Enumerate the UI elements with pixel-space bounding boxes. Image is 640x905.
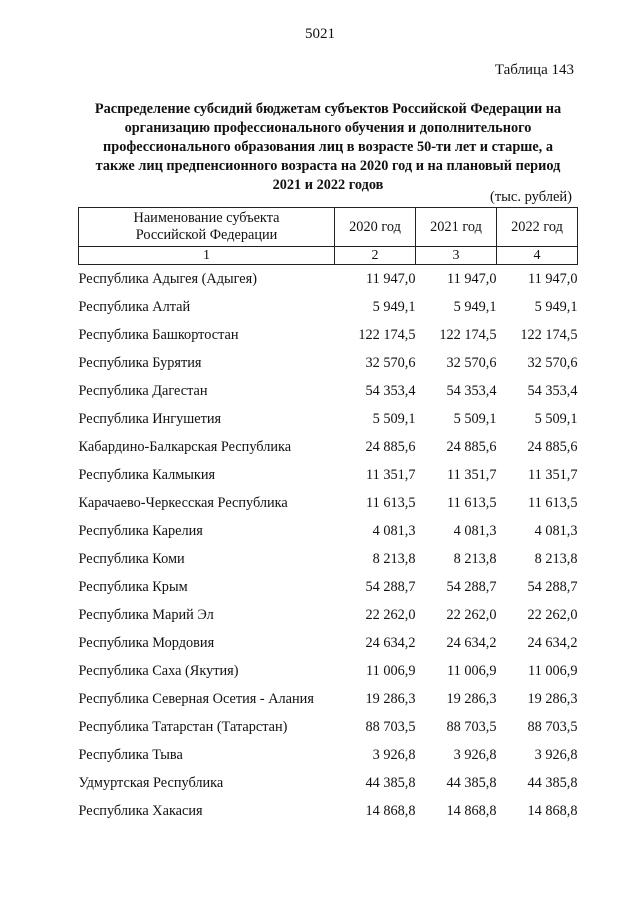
value-2022-cell: 3 926,8 xyxy=(534,746,578,763)
subject-name-cell: Республика Саха (Якутия) xyxy=(78,662,239,679)
value-2022-cell: 5 509,1 xyxy=(534,410,578,427)
value-2020-cell: 32 570,6 xyxy=(365,354,416,371)
title-line: также лиц предпенсионного возраста на 2020 год и на плановый период xyxy=(95,158,561,174)
value-2020-cell: 14 868,8 xyxy=(365,802,416,819)
value-2020-cell: 5 949,1 xyxy=(372,298,416,315)
table-row xyxy=(79,741,578,769)
value-2021-cell: 11 351,7 xyxy=(446,466,497,483)
column-number: 3 xyxy=(416,247,497,265)
table-row xyxy=(79,293,578,321)
header-subject-line: Российской Федерации xyxy=(135,227,278,243)
value-2021-cell: 8 213,8 xyxy=(453,550,497,567)
value-2020-cell: 8 213,8 xyxy=(372,550,416,567)
title-line: профессионального образования лиц в возрасте 50-ти лет и старше, а xyxy=(103,139,553,155)
value-2022-cell: 14 868,8 xyxy=(527,802,578,819)
subsidy-table xyxy=(78,207,578,825)
value-2020-cell: 44 385,8 xyxy=(365,774,416,791)
value-2022-cell: 24 634,2 xyxy=(527,634,578,651)
table-row xyxy=(79,517,578,545)
value-2021-cell: 3 926,8 xyxy=(453,746,497,763)
value-2020-cell: 11 613,5 xyxy=(365,494,416,511)
value-2021-cell: 19 286,3 xyxy=(446,690,497,707)
value-2020-cell: 88 703,5 xyxy=(365,718,416,735)
table-body xyxy=(79,265,578,826)
value-2020-cell: 24 885,6 xyxy=(365,438,416,455)
table-row xyxy=(79,461,578,489)
table-row xyxy=(79,349,578,377)
title-line: организацию профессионального обучения и дополнительного xyxy=(124,120,532,136)
subject-name-cell: Республика Крым xyxy=(78,578,188,595)
table-row xyxy=(79,321,578,349)
value-2022-cell: 122 174,5 xyxy=(520,326,578,343)
subject-name-cell: Республика Мордовия xyxy=(78,634,215,651)
table-header-row xyxy=(79,208,578,247)
value-2020-cell: 3 926,8 xyxy=(372,746,416,763)
value-2021-cell: 54 288,7 xyxy=(446,578,497,595)
header-year-2021: 2021 год xyxy=(416,208,497,247)
column-number-row xyxy=(79,247,578,265)
subject-name-cell: Республика Северная Осетия - Алания xyxy=(78,690,314,707)
value-2020-cell: 24 634,2 xyxy=(365,634,416,651)
subject-name-cell: Республика Тыва xyxy=(78,746,183,763)
table-row xyxy=(79,713,578,741)
value-2020-cell: 122 174,5 xyxy=(358,326,416,343)
subject-name-cell: Республика Алтай xyxy=(78,298,191,315)
table-label: Таблица 143 xyxy=(494,62,574,78)
subject-name-cell: Республика Бурятия xyxy=(78,354,202,371)
table-row xyxy=(79,769,578,797)
value-2022-cell: 19 286,3 xyxy=(527,690,578,707)
value-2022-cell: 24 885,6 xyxy=(527,438,578,455)
value-2020-cell: 11 947,0 xyxy=(365,270,416,287)
table-row xyxy=(79,601,578,629)
header-subject-name xyxy=(79,208,335,247)
column-number: 2 xyxy=(335,247,416,265)
subject-name-cell: Карачаево-Черкесская Республика xyxy=(78,494,288,511)
subject-name-cell: Республика Хакасия xyxy=(78,802,203,819)
subject-name-cell: Кабардино-Балкарская Республика xyxy=(78,438,292,455)
value-2022-cell: 54 288,7 xyxy=(527,578,578,595)
value-2020-cell: 11 351,7 xyxy=(365,466,416,483)
value-2021-cell: 32 570,6 xyxy=(446,354,497,371)
value-2022-cell: 5 949,1 xyxy=(534,298,578,315)
value-2021-cell: 88 703,5 xyxy=(446,718,497,735)
units-label: (тыс. рублей) xyxy=(490,189,572,205)
value-2021-cell: 5 509,1 xyxy=(453,410,497,427)
subject-name-cell: Республика Башкортостан xyxy=(78,326,239,343)
value-2021-cell: 24 885,6 xyxy=(446,438,497,455)
value-2020-cell: 19 286,3 xyxy=(365,690,416,707)
value-2022-cell: 11 351,7 xyxy=(527,466,578,483)
subject-name-cell: Республика Адыгея (Адыгея) xyxy=(78,270,257,287)
table-row xyxy=(79,545,578,573)
table-row xyxy=(79,405,578,433)
value-2020-cell: 4 081,3 xyxy=(372,522,416,539)
value-2021-cell: 14 868,8 xyxy=(446,802,497,819)
value-2020-cell: 22 262,0 xyxy=(365,606,416,623)
table-row xyxy=(79,629,578,657)
table-row xyxy=(79,377,578,405)
value-2022-cell: 11 613,5 xyxy=(527,494,578,511)
value-2022-cell: 88 703,5 xyxy=(527,718,578,735)
column-number: 1 xyxy=(79,247,335,265)
column-number: 4 xyxy=(497,247,578,265)
title-line: Распределение субсидий бюджетам субъектов Российской Федерации на xyxy=(94,101,562,117)
table-row xyxy=(79,573,578,601)
table-row xyxy=(79,433,578,461)
value-2020-cell: 11 006,9 xyxy=(365,662,416,679)
value-2020-cell: 54 288,7 xyxy=(365,578,416,595)
value-2022-cell: 22 262,0 xyxy=(527,606,578,623)
header-year-2022: 2022 год xyxy=(497,208,578,247)
value-2021-cell: 11 947,0 xyxy=(446,270,497,287)
value-2022-cell: 32 570,6 xyxy=(527,354,578,371)
value-2021-cell: 5 949,1 xyxy=(453,298,497,315)
value-2020-cell: 54 353,4 xyxy=(365,382,416,399)
subject-name-cell: Республика Дагестан xyxy=(78,382,208,399)
value-2022-cell: 4 081,3 xyxy=(534,522,578,539)
value-2020-cell: 5 509,1 xyxy=(372,410,416,427)
value-2022-cell: 44 385,8 xyxy=(527,774,578,791)
value-2021-cell: 44 385,8 xyxy=(446,774,497,791)
header-year-2020: 2020 год xyxy=(335,208,416,247)
table-row xyxy=(79,685,578,713)
value-2021-cell: 11 006,9 xyxy=(446,662,497,679)
subject-name-cell: Республика Ингушетия xyxy=(78,410,222,427)
value-2021-cell: 22 262,0 xyxy=(446,606,497,623)
value-2022-cell: 54 353,4 xyxy=(527,382,578,399)
value-2022-cell: 11 947,0 xyxy=(527,270,578,287)
table-row xyxy=(79,657,578,685)
document-title xyxy=(80,100,576,195)
table-row xyxy=(79,797,578,825)
value-2021-cell: 24 634,2 xyxy=(446,634,497,651)
header-subject-line: Наименование субъекта xyxy=(133,210,280,226)
subject-name-cell: Республика Коми xyxy=(78,550,185,567)
subject-name-cell: Удмуртская Республика xyxy=(78,774,224,791)
table-row xyxy=(79,265,578,294)
value-2021-cell: 11 613,5 xyxy=(446,494,497,511)
subject-name-cell: Республика Марий Эл xyxy=(78,606,214,623)
value-2021-cell: 54 353,4 xyxy=(446,382,497,399)
subject-name-cell: Республика Калмыкия xyxy=(78,466,216,483)
subject-name-cell: Республика Карелия xyxy=(78,522,203,539)
page-number: 5021 xyxy=(305,26,335,42)
title-line: 2021 и 2022 годов xyxy=(272,177,384,193)
table-row xyxy=(79,489,578,517)
value-2021-cell: 4 081,3 xyxy=(453,522,497,539)
value-2022-cell: 11 006,9 xyxy=(527,662,578,679)
value-2021-cell: 122 174,5 xyxy=(439,326,497,343)
value-2022-cell: 8 213,8 xyxy=(534,550,578,567)
subject-name-cell: Республика Татарстан (Татарстан) xyxy=(78,718,288,735)
